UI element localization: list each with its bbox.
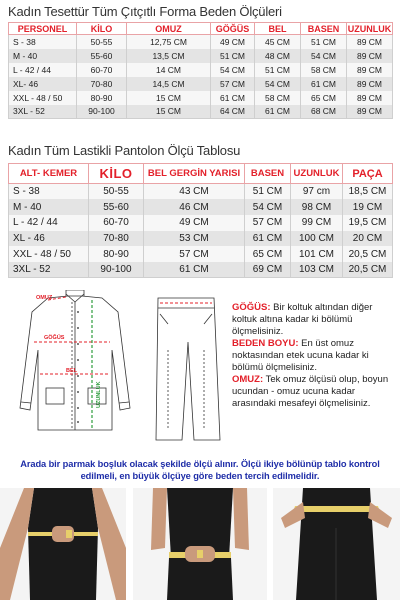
instruction-gogus <box>232 302 398 338</box>
table-cell: 68 CM <box>301 105 347 119</box>
table-cell: 54 CM <box>301 49 347 63</box>
table-cell: L - 42 / 44 <box>9 215 89 231</box>
table-cell: 54 CM <box>255 77 301 91</box>
table-row <box>9 105 393 119</box>
table-row <box>9 231 393 247</box>
col-paca: PAÇA <box>343 164 393 184</box>
table-cell: 20 CM <box>343 231 393 247</box>
table-cell: 89 CM <box>347 63 393 77</box>
col-bel-gergin-yarisi: BEL GERGİN YARISI <box>144 164 245 184</box>
table-cell: 89 CM <box>347 35 393 49</box>
trousers-sketch <box>156 298 220 440</box>
table-cell: 89 CM <box>347 105 393 119</box>
table-cell: M - 40 <box>9 49 77 63</box>
table-cell: 55-60 <box>77 49 127 63</box>
table-header-row <box>9 23 393 35</box>
table-cell: 15 CM <box>127 91 211 105</box>
table-cell: 58 CM <box>255 91 301 105</box>
table-cell: 61 CM <box>301 77 347 91</box>
table-cell: 45 CM <box>255 35 301 49</box>
table-cell: XL- 46 <box>9 77 77 91</box>
table-cell: 48 CM <box>255 49 301 63</box>
table-cell: 61 CM <box>245 231 291 247</box>
table-cell: 60-70 <box>77 63 127 77</box>
col-kilo: KİLO <box>77 23 127 35</box>
table-cell: 54 CM <box>211 63 255 77</box>
table-cell: 20,5 CM <box>343 246 393 262</box>
table-cell: 57 CM <box>245 215 291 231</box>
col-personel: PERSONEL <box>9 23 77 35</box>
table-cell: 13,5 CM <box>127 49 211 63</box>
table-row <box>9 199 393 215</box>
table-row <box>9 215 393 231</box>
table-cell: 80-90 <box>77 91 127 105</box>
table-cell: 61 CM <box>211 91 255 105</box>
table-cell: 103 CM <box>291 262 343 278</box>
table-cell: 98 CM <box>291 199 343 215</box>
table-row <box>9 49 393 63</box>
table-cell: 57 CM <box>211 77 255 91</box>
table-cell: 53 CM <box>144 231 245 247</box>
table-cell: 12,75 CM <box>127 35 211 49</box>
col-bel: BEL <box>255 23 301 35</box>
table-cell: 14 CM <box>127 63 211 77</box>
measurement-instructions <box>232 302 398 410</box>
col-omuz: OMUZ <box>127 23 211 35</box>
instruction-beden-boyu-text: En üst omuz noktasından etek ucuna kadar ki bölümü ölçmelisiniz. <box>232 338 369 373</box>
table-cell: 51 CM <box>255 63 301 77</box>
col-kilo: KİLO <box>89 164 144 184</box>
forma-size-title: Kadın Tesettür Tüm Çıtçıtlı Forma Beden Ölçüleri <box>8 4 282 19</box>
table-cell: 61 CM <box>144 262 245 278</box>
table-cell: S - 38 <box>9 184 89 200</box>
table-cell: 15 CM <box>127 105 211 119</box>
table-cell: XXL - 48 / 50 <box>9 246 89 262</box>
table-cell: 54 CM <box>245 199 291 215</box>
table-cell: 3XL - 52 <box>9 105 77 119</box>
garment-sketch <box>8 290 232 452</box>
table-cell: 50-55 <box>77 35 127 49</box>
instruction-gogus-label: GÖĞÜS: <box>232 302 271 313</box>
label-omuz: OMUZ <box>36 295 53 301</box>
instruction-beden-boyu-label: BEDEN BOYU: <box>232 338 299 349</box>
table-row <box>9 91 393 105</box>
label-bel: BEL <box>66 368 77 374</box>
table-cell: 60-70 <box>89 215 144 231</box>
col-uzunluk: UZUNLUK <box>291 164 343 184</box>
table-row <box>9 63 393 77</box>
table-cell: 50-55 <box>89 184 144 200</box>
photo-hip-measure <box>273 488 400 600</box>
photo-chest-measure <box>0 488 126 600</box>
table-cell: S - 38 <box>9 35 77 49</box>
col-gogus: GÖĞÜS <box>211 23 255 35</box>
table-row <box>9 35 393 49</box>
table-cell: 80-90 <box>89 246 144 262</box>
table-cell: XL - 46 <box>9 231 89 247</box>
table-cell: 97 cm <box>291 184 343 200</box>
table-row <box>9 262 393 278</box>
jacket-sketch <box>20 290 130 430</box>
table-cell: 89 CM <box>347 49 393 63</box>
instruction-gogus-text: Bir koltuk altından diğer koltuk altına kadar ki bölümü ölçmelisiniz. <box>232 302 373 337</box>
pants-size-title: Kadın Tüm Lastikli Pantolon Ölçü Tablosu <box>8 143 241 158</box>
table-cell: 14,5 CM <box>127 77 211 91</box>
pants-size-table <box>8 163 393 278</box>
table-header-row <box>9 164 393 184</box>
table-cell: 49 CM <box>211 35 255 49</box>
table-cell: 61 CM <box>255 105 301 119</box>
table-cell: 100 CM <box>291 231 343 247</box>
table-cell: 43 CM <box>144 184 245 200</box>
forma-size-table <box>8 22 393 119</box>
col-alt-kemer: ALT- KEMER <box>9 164 89 184</box>
table-cell: 18,5 CM <box>343 184 393 200</box>
table-cell: 89 CM <box>347 77 393 91</box>
table-cell: 55-60 <box>89 199 144 215</box>
table-row <box>9 246 393 262</box>
table-cell: 65 CM <box>245 246 291 262</box>
table-cell: M - 40 <box>9 199 89 215</box>
table-cell: 70-80 <box>89 231 144 247</box>
table-cell: 64 CM <box>211 105 255 119</box>
table-cell: 70-80 <box>77 77 127 91</box>
table-cell: 3XL - 52 <box>9 262 89 278</box>
table-cell: 49 CM <box>144 215 245 231</box>
table-cell: 69 CM <box>245 262 291 278</box>
table-cell: 90-100 <box>77 105 127 119</box>
label-gogus: GÖĞÜS <box>44 335 65 341</box>
col-uzunluk: UZUNLUK <box>347 23 392 34</box>
label-uzunluk: UZUNLUK <box>96 381 102 408</box>
table-cell: XXL - 48 / 50 <box>9 91 77 105</box>
table-cell: 20,5 CM <box>343 262 393 278</box>
instruction-omuz-text: Tek omuz ölçüsü olup, boyun ucundan - omuz ucuna kadar arasındaki mesafeyi ölçmelisiniz. <box>232 374 389 409</box>
table-cell: 19,5 CM <box>343 215 393 231</box>
table-row <box>9 77 393 91</box>
table-cell: 89 CM <box>347 91 393 105</box>
instruction-omuz-label: OMUZ: <box>232 374 264 385</box>
table-cell: 46 CM <box>144 199 245 215</box>
photo-waist-measure <box>133 488 267 600</box>
table-cell: 90-100 <box>89 262 144 278</box>
col-basen: BASEN <box>245 164 291 184</box>
table-cell: 57 CM <box>144 246 245 262</box>
table-cell: L - 42 / 44 <box>9 63 77 77</box>
instruction-omuz <box>232 374 398 410</box>
table-cell: 51 CM <box>211 49 255 63</box>
table-cell: 58 CM <box>301 63 347 77</box>
table-cell: 101 CM <box>291 246 343 262</box>
table-row <box>9 184 393 200</box>
instruction-beden-boyu <box>232 338 398 374</box>
table-cell: 65 CM <box>301 91 347 105</box>
table-cell: 51 CM <box>301 35 347 49</box>
measurement-note: Arada bir parmak boşluk olacak şekilde ölçü alınır. Ölçü ikiye bölünüp tablo kontrol edilmeli, en büyük ölçüye göre beden tercih edilmelidir. <box>20 459 380 481</box>
table-cell: 19 CM <box>343 199 393 215</box>
table-cell: 51 CM <box>245 184 291 200</box>
col-basen: BASEN <box>301 23 347 35</box>
table-cell: 99 CM <box>291 215 343 231</box>
